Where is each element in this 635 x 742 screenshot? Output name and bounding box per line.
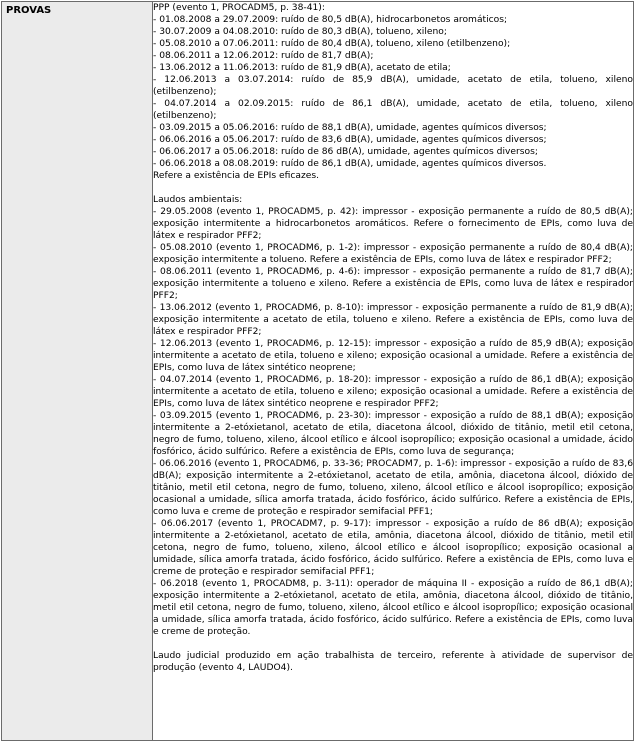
ppp-item: - 08.06.2011 a 12.06.2012: ruído de 81,7 dB(A); — [153, 51, 374, 61]
laudo-item: - 12.06.2013 (evento 1, PROCADM6, p. 12-15): impressor - exposição a ruído de 85,9 dB(A); exposição intermitente a acetato de etila, tolueno e xileno; exposição ocasional a umidade. Refere a existência de EPIs, como luva de látex sintético neoprene; — [153, 339, 633, 373]
ppp-item: - 12.06.2013 a 03.07.2014: ruído de 85,9 dB(A), umidade, acetato de etila, tolueno, xileno (etilbenzeno); — [153, 75, 633, 97]
laudo-item: - 05.08.2010 (evento 1, PROCADM6, p. 1-2): impressor - exposição permanente a ruído de 80,4 dB(A); exposição intermitente a tolueno. Refere a existência de EPIs, como luva de látex e respirador PFF2; — [153, 243, 633, 265]
provas-row — [2, 2, 634, 741]
laudo-judicial: Laudo judicial produzido em ação trabalhista de terceiro, referente à atividade de supervisor de produção (evento 4, LAUDO4). — [153, 651, 633, 673]
ppp-header: PPP (evento 1, PROCADM5, p. 38-41): — [153, 3, 325, 13]
ppp-item: - 30.07.2009 a 04.08.2010: ruído de 80,3 dB(A), tolueno, xileno; — [153, 27, 447, 37]
laudo-item: - 13.06.2012 (evento 1, PROCADM6, p. 8-10): impressor - exposição permanente a ruído de 81,9 dB(A); exposição intermitente a acetato de etila, tolueno e xileno. Refere a existência de EPIs, como luva de látex e respirador PFF2; — [153, 303, 633, 337]
provas-content — [153, 2, 633, 674]
laudo-item: - 06.2018 (evento 1, PROCADM8, p. 3-11): operador de máquina II - exposição a ruído de 86,1 dB(A); exposição intermitente a 2-etóxietanol, acetato de etila, amônia, diacetona álcool, dióxido de titânio, metil etil cetona, negro de fumo, tolueno, xileno, álcool etílico e álcool isopropílico; exposição ocasional a umidade, sílica amorfa tratada, ácido fosfórico, ácido sulfúrico. Refere a existência de EPIs, como luva e creme de proteção. — [153, 579, 633, 637]
laudo-item: - 29.05.2008 (evento 1, PROCADM5, p. 42): impressor - exposição permanente a ruído de 80,5 dB(A); exposição intermitente a hidrocarbonetos aromáticos. Refere o fornecimento de EPIs, como luva de látex e respirador PFF2; — [153, 207, 633, 241]
laudos-header: Laudos ambientais: — [153, 195, 243, 205]
ppp-item: - 05.08.2010 a 07.06.2011: ruído de 80,4 dB(A), tolueno, xileno (etilbenzeno); — [153, 39, 511, 49]
laudo-item: - 08.06.2011 (evento 1, PROCADM6, p. 4-6): impressor - exposição permanente a ruído de 81,7 dB(A); exposição intermitente a tolueno e xileno. Refere a existência de EPIs, como luva de látex e respirador PFF2; — [153, 267, 633, 301]
ppp-item: - 04.07.2014 a 02.09.2015: ruído de 86,1 dB(A), umidade, acetato de etila, tolueno, xileno (etilbenzeno); — [153, 99, 633, 121]
ppp-closing: Refere a existência de EPIs eficazes. — [153, 171, 320, 181]
laudo-item: - 04.07.2014 (evento 1, PROCADM6, p. 18-20): impressor - exposição a ruído de 86,1 dB(A); exposição intermitente a acetato de etila, tolueno e xileno; exposição ocasional a umidade. Refere a existência de EPIs, como luva de látex sintético neoprene e respirador PFF2; — [153, 375, 633, 409]
paragraph-spacer — [153, 182, 633, 194]
ppp-item: - 01.08.2008 a 29.07.2009: ruído de 80,5 dB(A), hidrocarbonetos aromáticos; — [153, 15, 508, 25]
laudo-item: - 06.06.2017 (evento 1, PROCADM7, p. 9-17): impressor - exposição a ruído de 86 dB(A); exposição intermitente a 2-etóxietanol, acetato de etila, amônia, diacetona álcool, dióxido de titânio, metil etil cetona, negro de fumo, tolueno, xileno, álcool etílico e álcool isopropílico; exposição ocasional a umidade, sílica amorfa tratada, ácido fosfórico, ácido sulfúrico. Refere a existência de EPIs, como luva e creme de proteção e respirador semifacial PFF1; — [153, 519, 633, 577]
label-cell — [2, 2, 153, 741]
ppp-item: - 06.06.2016 a 05.06.2017: ruído de 83,6 dB(A), umidade, agentes químicos diversos; — [153, 135, 547, 145]
ppp-item: - 13.06.2012 a 11.06.2013: ruído de 81,9 dB(A), acetato de etila; — [153, 63, 451, 73]
laudo-item: - 06.06.2016 (evento 1, PROCADM6, p. 33-36; PROCADM7, p. 1-6): impressor - exposição a ruído de 83,6 dB(A); exposição intermitente a 2-etóxietanol, acetato de etila, amônia, diacetona álcool, dióxido de titânio, metil etil cetona, negro de fumo, tolueno, xileno, álcool etílico e álcool isopropílico; exposição ocasional a umidade, sílica amorfa tratada, ácido fosfórico, ácido sulfúrico. Refere a existência de EPIs, como luva e creme de proteção e respirador semifacial PFF1; — [153, 459, 633, 517]
paragraph-spacer — [153, 638, 633, 650]
provas-label: PROVAS — [6, 5, 52, 16]
content-cell — [153, 2, 634, 741]
ppp-item: - 06.06.2018 a 08.08.2019: ruído de 86,1 dB(A), umidade, agentes químicos diversos. — [153, 159, 547, 169]
laudo-item: - 03.09.2015 (evento 1, PROCADM6, p. 23-30): impressor - exposição a ruído de 88,1 dB(A); exposição intermitente a 2-etóxietanol, acetato de etila, diacetona álcool, dióxido de titânio, metil etil cetona, negro de fumo, tolueno, xileno, álcool etílico e álcool isopropílico; exposição ocasional a umidade, ácido fosfórico, ácido sulfúrico. Refere a existência de EPIs, como luva de segurança; — [153, 411, 633, 457]
ppp-item: - 06.06.2017 a 05.06.2018: ruído de 86 dB(A), umidade, agentes químicos diversos; — [153, 147, 538, 157]
ppp-item: - 03.09.2015 a 05.06.2016: ruído de 88,1 dB(A), umidade, agentes químicos diversos; — [153, 123, 547, 133]
provas-table — [1, 1, 634, 741]
